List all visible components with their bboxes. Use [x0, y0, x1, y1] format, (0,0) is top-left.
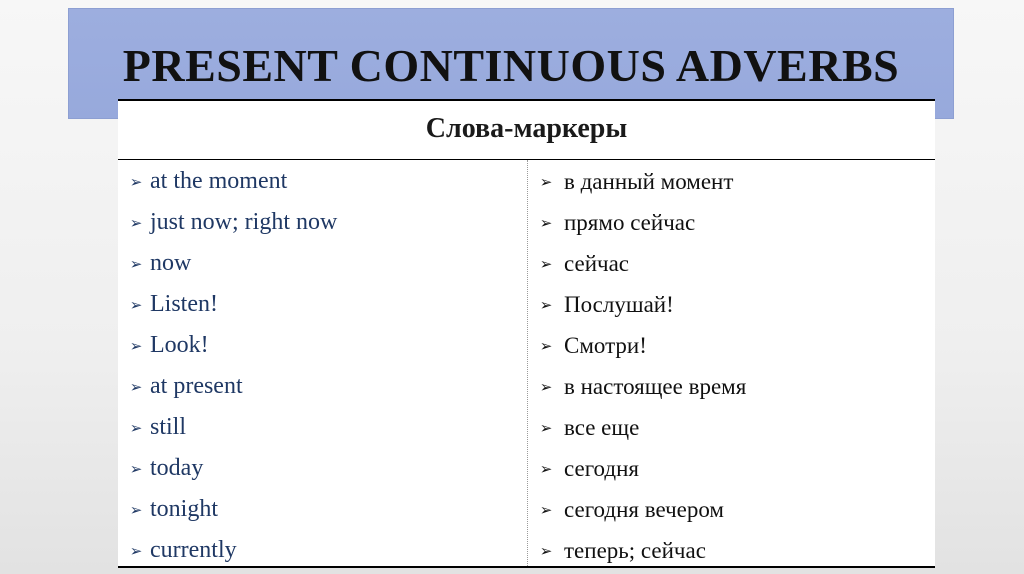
list-item [126, 489, 521, 530]
russian-phrase: сейчас [564, 250, 629, 276]
arrowhead-bullet-icon: ➢ [129, 500, 143, 519]
arrowhead-bullet-icon: ➢ [129, 418, 143, 437]
russian-column [536, 161, 931, 571]
list-item [536, 243, 931, 284]
english-phrase: now [150, 250, 192, 276]
list-item [536, 202, 931, 243]
list-item [126, 530, 521, 571]
arrowhead-bullet-icon: ➢ [129, 377, 143, 396]
arrowhead-bullet-icon: ➢ [539, 459, 553, 478]
russian-phrase: теперь; сейчас [564, 537, 706, 563]
russian-phrase: Смотри! [564, 332, 647, 358]
arrowhead-bullet-icon: ➢ [129, 459, 143, 478]
arrowhead-bullet-icon: ➢ [129, 254, 143, 273]
english-phrase: still [150, 414, 187, 440]
arrowhead-bullet-icon: ➢ [539, 254, 553, 273]
list-item [126, 202, 521, 243]
arrowhead-bullet-icon: ➢ [539, 377, 553, 396]
markers-table [118, 99, 935, 568]
arrowhead-bullet-icon: ➢ [539, 172, 553, 191]
russian-phrase: в настоящее время [564, 373, 747, 399]
column-divider [527, 160, 528, 566]
arrowhead-bullet-icon: ➢ [129, 295, 143, 314]
arrowhead-bullet-icon: ➢ [129, 213, 143, 232]
list-item [126, 161, 521, 202]
arrowhead-bullet-icon: ➢ [539, 500, 553, 519]
table-header: Слова-маркеры [118, 101, 935, 160]
english-column [126, 161, 521, 571]
arrowhead-bullet-icon: ➢ [129, 541, 143, 560]
russian-phrase: Послушай! [564, 291, 674, 317]
english-phrase: currently [150, 537, 237, 563]
list-item [126, 448, 521, 489]
arrowhead-bullet-icon: ➢ [129, 336, 143, 355]
list-item [126, 243, 521, 284]
arrowhead-bullet-icon: ➢ [539, 541, 553, 560]
list-item [536, 284, 931, 325]
arrowhead-bullet-icon: ➢ [539, 213, 553, 232]
arrowhead-bullet-icon: ➢ [539, 418, 553, 437]
arrowhead-bullet-icon: ➢ [539, 336, 553, 355]
arrowhead-bullet-icon: ➢ [129, 172, 143, 191]
english-phrase: tonight [150, 496, 219, 522]
list-item [126, 284, 521, 325]
english-phrase: Look! [150, 332, 209, 358]
list-item [536, 448, 931, 489]
list-item [536, 161, 931, 202]
english-phrase: at the moment [150, 168, 288, 194]
list-item [536, 366, 931, 407]
english-phrase: Listen! [150, 291, 218, 317]
list-item [126, 366, 521, 407]
list-item [536, 530, 931, 571]
russian-phrase: в данный момент [564, 168, 734, 194]
english-phrase: today [150, 455, 204, 481]
slide-title: PRESENT CONTINUOUS ADVERBS [122, 40, 900, 91]
russian-phrase: прямо сейчас [564, 209, 696, 235]
english-phrase: at present [150, 373, 243, 399]
russian-phrase: сегодня вечером [564, 496, 724, 522]
list-item [126, 407, 521, 448]
list-item [536, 325, 931, 366]
list-item [126, 325, 521, 366]
list-item [536, 489, 931, 530]
english-phrase: just now; right now [150, 209, 338, 235]
russian-phrase: все еще [564, 414, 640, 440]
russian-phrase: сегодня [564, 455, 639, 481]
arrowhead-bullet-icon: ➢ [539, 295, 553, 314]
list-item [536, 407, 931, 448]
